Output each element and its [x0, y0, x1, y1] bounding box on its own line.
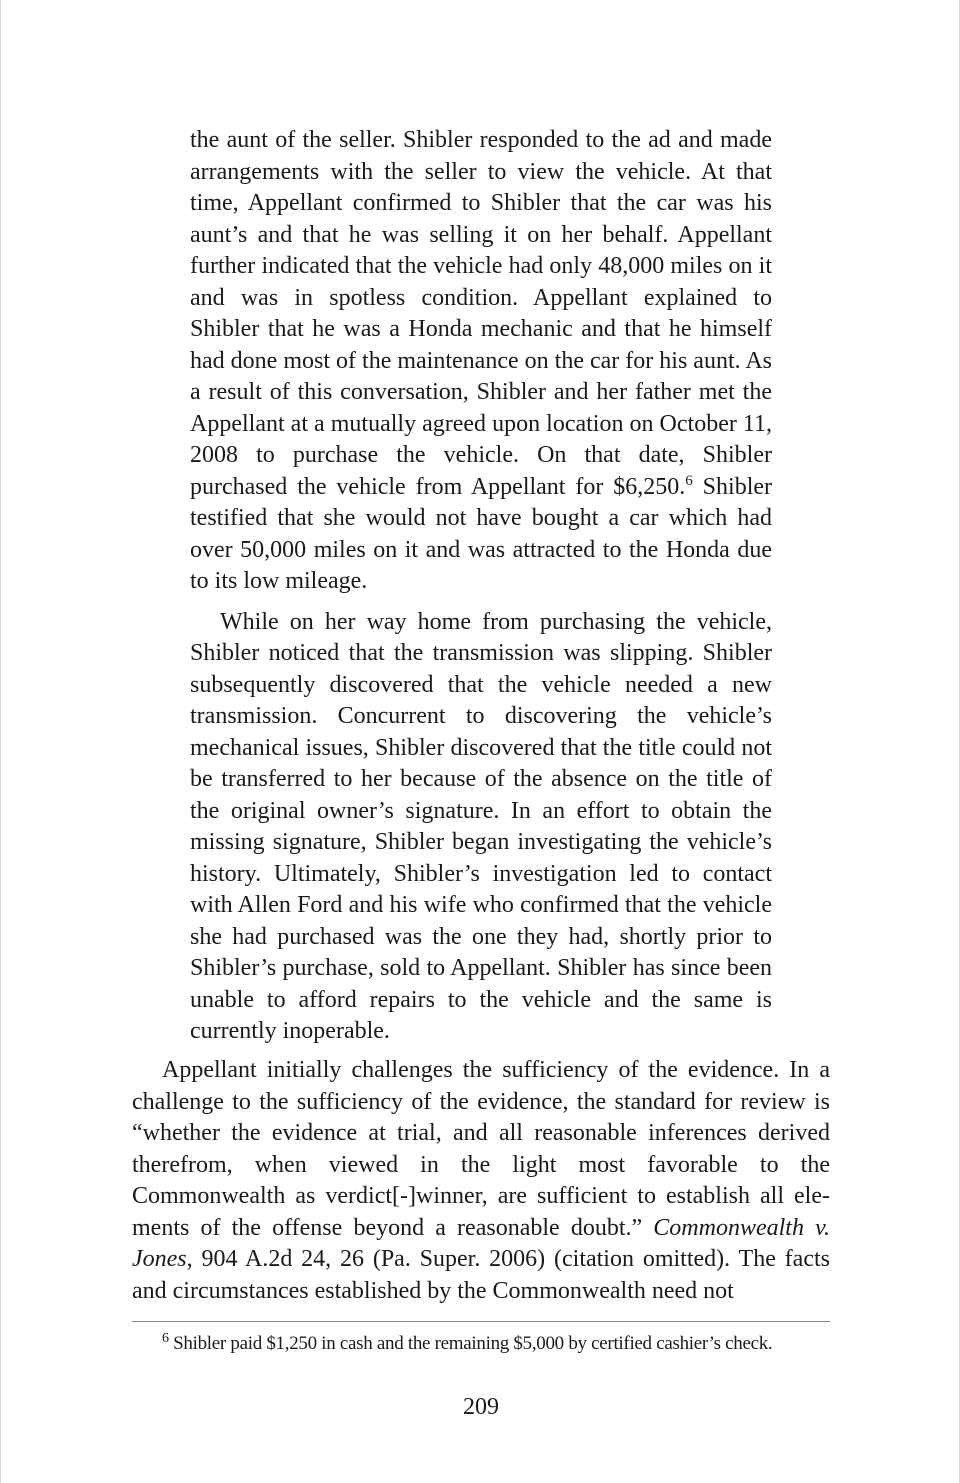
case-citation-name: Commonwealth v. Jones	[132, 1214, 830, 1272]
footnote-reference[interactable]: 6	[685, 472, 693, 489]
quote-paragraph-1-text-continued: Shibler testified that she would not have bought a car which had over 50,000 miles on it and was attracted to the Honda due to its low mileage.	[190, 473, 773, 594]
footnote-divider	[132, 1321, 830, 1322]
quote-paragraph-1	[190, 125, 772, 598]
body-text-part-1: Appellant initially challenges the sufficiency of the evidence. In a challenge to the sufficiency of the evidence, the standard for review is “whether the evidence at trial, and all reasonable inferences derived therefrom, when viewed in the light most favorable to the Commonwealth as verdict[-]winner, are sufficient to establish all elements of the offense beyond a reasonable doubt.”	[132, 1057, 830, 1241]
footnote-number: 6	[162, 1331, 169, 1346]
footnote	[132, 1331, 830, 1357]
body-paragraph-text	[132, 1055, 830, 1307]
quote-paragraph-1-text: the aunt of the seller. Shibler responded to the ad and made arrangements with the seller to view the vehicle. At that time, Appellant confirmed to Shibler that the car was his aunt’s and that he was selling it on her behalf. Appellant further indicated that the vehicle had only 48,000 miles on it and was in spotless condition. Appellant explained to Shibler that he was a Honda mechanic and that he himself had done most of the maintenance on the car for his aunt. As a result of this conversation, Shibler and her father met the Appellant at a mutually agreed upon location on October 11, 2008 to purchase the vehicle. On that date, Shibler purchased the vehicle from Appellant for $6,250.	[190, 127, 772, 500]
body-text-part-2: , 904 A.2d 24, 26 (Pa. Super. 2006) (citation omitted). The facts and circumstances established by the Commonwealth need not	[132, 1246, 830, 1304]
footnote-text: Shibler paid $1,250 in cash and the remaining $5,000 by certified cashier’s check.	[168, 1333, 773, 1354]
page-number: 209	[463, 1394, 499, 1420]
quote-paragraph-2: While on her way home from purchasing the vehicle, Shibler noticed that the transmission was slipping. Shibler subsequently discovered that the vehicle needed a new transmission. Concurrent to discovering the vehicle’s mechanical issues, Shibler discovered that the title could not be transferred to her because of the absence on the title of the original owner’s signature. In an effort to obtain the missing signature, Shibler began investigating the vehicle’s history. Ultimately, Shibler’s investigation led to contact with Allen Ford and his wife who confirmed that the vehicle she had purchased was the one they had, shortly prior to Shibler’s purchase, sold to Appellant. Shibler has since been unable to afford repairs to the vehicle and the same is currently inoperable.	[190, 608, 772, 1044]
block-quote	[190, 125, 772, 1048]
body-paragraph	[132, 1055, 830, 1307]
